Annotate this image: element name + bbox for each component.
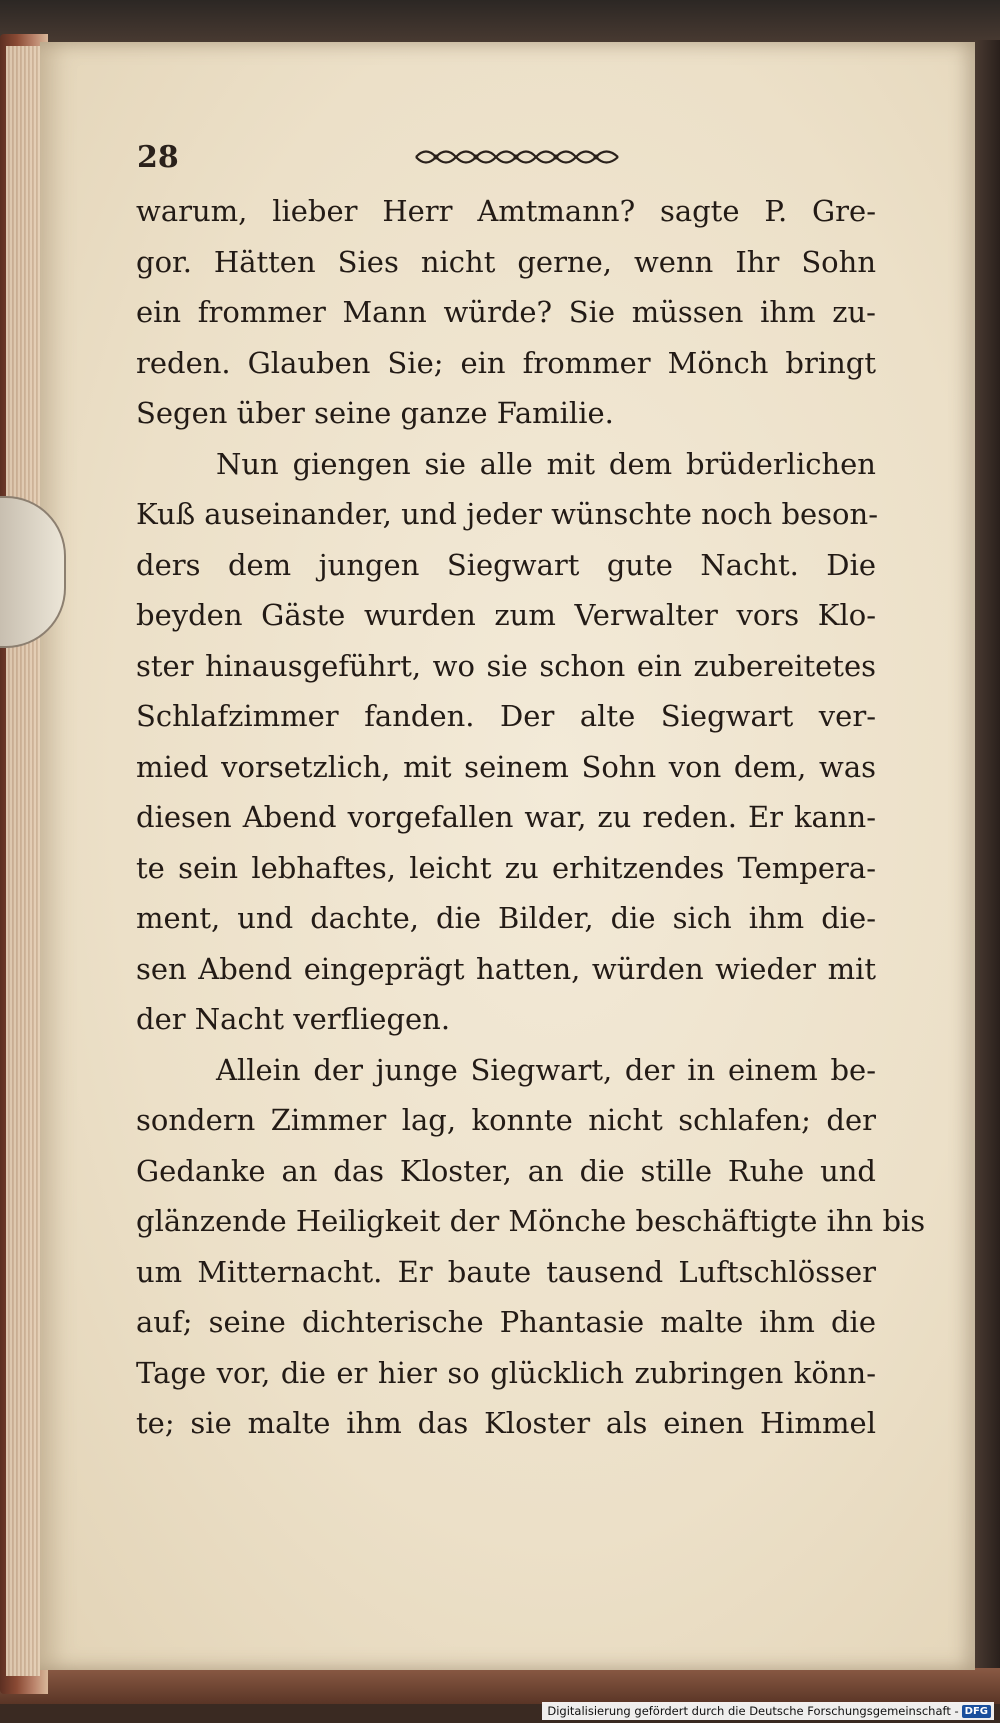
paragraph-start-line: Allein der junge Siegwart, der in einem be- — [216, 1052, 876, 1087]
text-line: sondern Zimmer lag, konnte nicht schlafen; der — [136, 1103, 876, 1137]
text-line: Kuß auseinander, und jeder wünschte noch beson- — [136, 497, 878, 531]
text-line: Gedanke an das Kloster, an die stille Ruhe und — [136, 1153, 876, 1188]
text-line: Schlafzimmer fanden. Der alte Siegwart ver- — [136, 699, 876, 733]
text-line: te; sie malte ihm das Kloster als einen Himmel — [136, 1406, 876, 1440]
text-line: ders dem jungen Siegwart gute Nacht. Die — [136, 547, 876, 582]
page-header — [137, 140, 837, 180]
book-bottom-edge — [0, 1668, 1000, 1704]
text-line: mied vorsetzlich, mit seinem Sohn von dem, was — [136, 749, 876, 784]
digitization-credit — [542, 1702, 994, 1720]
text-line: te sein lebhaftes, leicht zu erhitzendes Tempera- — [136, 850, 876, 885]
text-line: Tage vor, die er hier so glücklich zubringen könn- — [136, 1355, 876, 1390]
body-text — [136, 186, 926, 1449]
credit-text: Digitalisierung gefördert durch die Deutsche Forschungsgemeinschaft - — [547, 1704, 959, 1718]
text-line: auf; seine dichterische Phantasie malte ihm die — [136, 1305, 876, 1339]
book-top-edge — [0, 0, 1000, 46]
page-edges — [6, 46, 40, 1676]
ornament-icon — [412, 144, 622, 170]
text-line: warum, lieber Herr Amtmann? sagte P. Gre- — [136, 194, 876, 228]
text-line: reden. Glauben Sie; ein frommer Mönch bringt — [136, 345, 876, 380]
text-line: ster hinausgeführt, wo sie schon ein zubereitetes — [136, 648, 876, 683]
text-line: sen Abend eingeprägt hatten, würden wieder mit — [136, 951, 876, 986]
text-line: ein frommer Mann würde? Sie müssen ihm zu- — [136, 295, 876, 329]
text-line: ment, und dachte, die Bilder, die sich ihm die- — [136, 901, 876, 935]
text-line: glänzende Heiligkeit der Mönche beschäftigte ihn bis — [136, 1204, 926, 1238]
dfg-logo-icon: DFG — [962, 1705, 991, 1718]
paragraph-start-line: Nun giengen sie alle mit dem brüderlichen — [216, 446, 876, 481]
book-right-edge — [974, 40, 1000, 1680]
text-line: Segen über seine ganze Familie. — [136, 396, 614, 430]
text-line: um Mitternacht. Er baute tausend Luftschlösser — [136, 1254, 876, 1289]
text-line: gor. Hätten Sies nicht gerne, wenn Ihr Sohn — [136, 244, 876, 279]
text-line: beyden Gäste wurden zum Verwalter vors Klo- — [136, 598, 876, 632]
text-line: diesen Abend vorgefallen war, zu reden. Er kann- — [136, 800, 876, 834]
page-number: 28 — [137, 140, 179, 175]
text-line: der Nacht verfliegen. — [136, 1002, 451, 1036]
